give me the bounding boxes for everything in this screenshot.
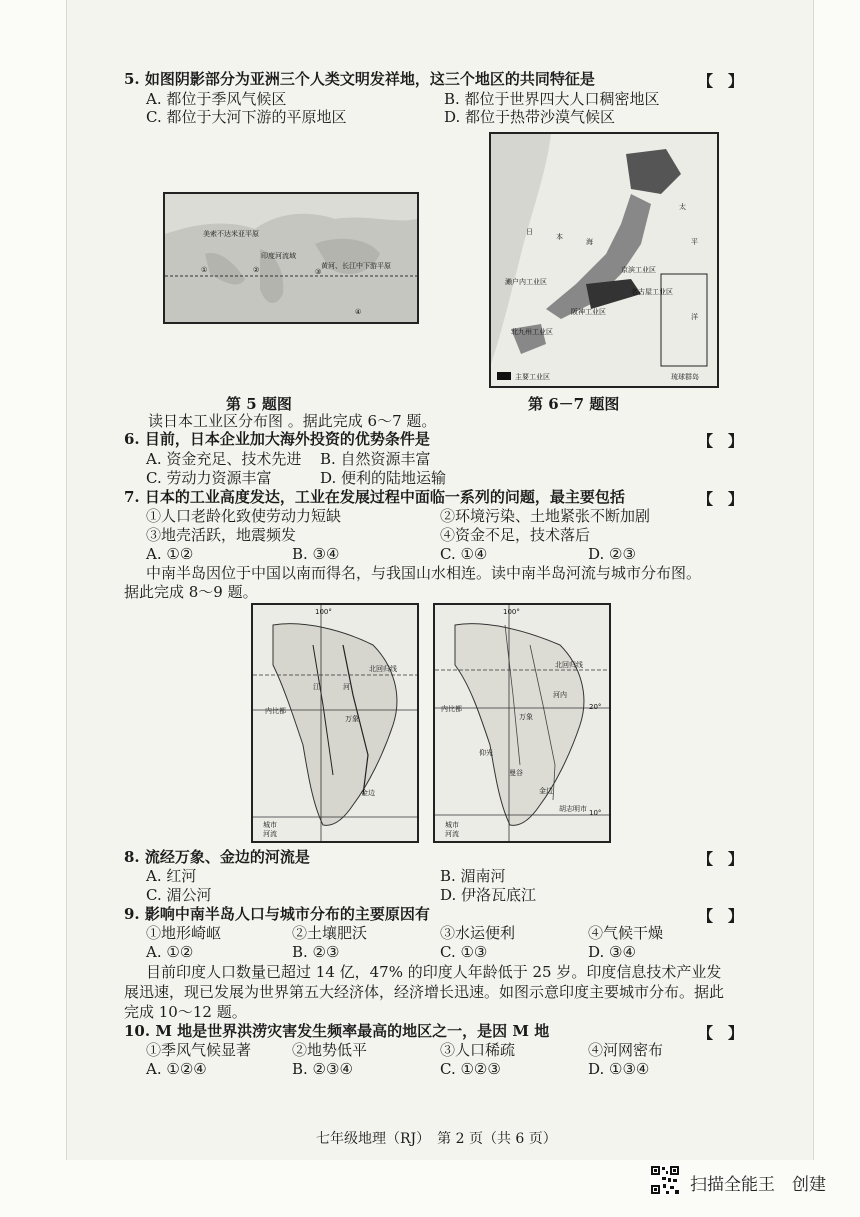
q10-option-d: D. ①③④ [588,1060,650,1078]
label-indus: 印度河流域 [261,252,296,260]
label-legend-river-l: 河流 [263,830,277,838]
label-yangon: 仰光 [479,749,493,757]
q89-map-left [251,603,419,843]
intro-8-9-line1: 中南半岛因位于中国以南而得名，与我国山水相连。读中南半岛河流与城市分布图。 [146,564,702,582]
label-bangkok: 曼谷 [509,769,523,777]
label-lat20: 20° [589,703,602,711]
scanner-watermark: 扫描全能王 创建 [690,1175,826,1195]
q10-stem: 10. M 地是世界洪涝灾害发生频率最高的地区之一，是因 M 地 [124,1022,550,1040]
q7-bracket: 【 】 [698,490,744,508]
label-sea-2: 本 [556,233,563,241]
label-ocean-1: 太 [679,203,686,211]
intro-10-12-line1: 目前印度人口数量已超过 14 亿，47% 的印度人年龄低于 25 岁。印度信息技术产业发 [146,963,722,981]
q9-statement-4: ④气候干燥 [588,924,664,942]
label-hcmc: 胡志明市 [559,805,587,813]
q8-stem: 8. 流经万象、金边的河流是 [124,848,310,866]
q6-option-c: C. 劳动力资源丰富 [146,469,272,487]
label-legend-river-r: 河流 [445,830,459,838]
q5-map-graphic [165,194,417,322]
q9-statement-2: ②土壤肥沃 [292,924,368,942]
label-naypyidaw-l: 内比都 [265,707,286,715]
q6-option-d: D. 便利的陆地运输 [320,469,447,487]
label-setouchi: 濑户内工业区 [505,278,547,286]
label-n4: ④ [355,308,362,316]
q6-bracket: 【 】 [698,432,744,450]
q9-option-d: D. ③④ [588,943,636,961]
q9-option-a: A. ①② [146,943,194,961]
intro-6-7: 读日本工业区分布图 。据此完成 6～7 题。 [148,412,437,430]
label-sea-3: 海 [586,238,593,246]
q5-option-d: D. 都位于热带沙漠气候区 [444,108,616,126]
legend-industrial-swatch [497,372,511,380]
q89-map-left-graphic [253,605,417,841]
q10-statement-2: ②地势低平 [292,1041,368,1059]
q7-option-c: C. ①④ [440,545,488,563]
label-n2: ② [253,266,260,274]
q7-statement-3: ③地壳活跃，地震频发 [146,526,297,544]
label-river-char-2: 河 [343,683,350,691]
q8-option-a: A. 红河 [146,867,197,885]
q7-option-d: D. ②③ [588,545,636,563]
label-ocean-3: 洋 [691,313,698,321]
label-keihin: 京滨工业区 [621,266,656,274]
label-mesopotamia: 美索不达米亚平原 [203,230,259,238]
label-legend: 主要工业区 [515,373,550,381]
q9-bracket: 【 】 [698,907,744,925]
q8-option-c: C. 湄公河 [146,886,212,904]
q8-option-d: D. 伊洛瓦底江 [440,886,537,904]
label-hanshin: 阪神工业区 [571,308,606,316]
q9-option-b: B. ②③ [292,943,340,961]
label-lat10: 10° [589,809,602,817]
label-lon-100-r: 100° [503,608,520,616]
label-sea-1: 日 [526,228,533,236]
label-legend-city-r: 城市 [445,821,459,829]
q5-bracket: 【 】 [698,72,744,90]
q6-option-a: A. 资金充足、技术先进 [146,450,302,468]
q9-stem: 9. 影响中南半岛人口与城市分布的主要原因有 [124,905,430,923]
qr-code-icon [650,1165,680,1195]
q9-option-c: C. ①③ [440,943,488,961]
label-phnompenh-l: 金边 [361,789,375,797]
intro-10-12-line3: 完成 10～12 题。 [124,1003,247,1021]
q5-stem: 5. 如图阴影部分为亚洲三个人类文明发祥地，这三个地区的共同特征是 [124,70,595,88]
label-tropic-r: 北回归线 [555,661,583,669]
q8-option-b: B. 湄南河 [440,867,506,885]
label-kitakyushu: 北九州工业区 [511,328,553,336]
q10-bracket: 【 】 [698,1024,744,1042]
q5-option-a: A. 都位于季风气候区 [146,90,287,108]
q10-statement-4: ④河网密布 [588,1041,664,1059]
q7-stem: 7. 日本的工业高度发达，工业在发展过程中面临一系列的问题，最主要包括 [124,488,625,506]
q7-statement-1: ①人口老龄化致使劳动力短缺 [146,507,342,525]
q6-option-b: B. 自然资源丰富 [320,450,431,468]
q10-statement-3: ③人口稀疏 [440,1041,516,1059]
label-naypyidaw-r: 内比都 [441,705,462,713]
q67-map-graphic [491,134,717,386]
label-phnompenh-r: 金边 [539,787,553,795]
label-vientiane-r: 万象 [519,713,533,721]
page-footer: 七年级地理（RJ） 第 2 页（共 6 页） [316,1131,557,1147]
q6-stem: 6. 目前，日本企业加大海外投资的优势条件是 [124,430,430,448]
label-ryukyu: 琉球群岛 [671,373,699,381]
q10-option-c: C. ①②③ [440,1060,501,1078]
q9-statement-1: ①地形崎岖 [146,924,222,942]
label-lon-100-l: 100° [315,608,332,616]
q7-statement-2: ②环境污染、土地紧张不断加剧 [440,507,651,525]
q89-map-right [433,603,611,843]
q5-option-b: B. 都位于世界四大人口稠密地区 [444,90,660,108]
q67-japan-map [489,132,719,388]
label-river-char-1: 江 [313,683,320,691]
q67-caption: 第 6－7 题图 [528,395,620,413]
label-n3: ③ [315,268,322,276]
label-tropic-l: 北回归线 [369,665,397,673]
q5-civilization-map [163,192,419,324]
label-n1: ① [201,266,208,274]
label-hanoi: 河内 [553,691,567,699]
q7-option-a: A. ①② [146,545,194,563]
intro-8-9-line2: 据此完成 8～9 题。 [124,583,258,601]
q5-caption: 第 5 题图 [226,395,292,413]
q5-option-c: C. 都位于大河下游的平原地区 [146,108,347,126]
label-ocean-2: 平 [691,238,698,246]
q7-option-b: B. ③④ [292,545,340,563]
q9-statement-3: ③水运便利 [440,924,516,942]
q7-statement-4: ④资金不足，技术落后 [440,526,591,544]
q8-bracket: 【 】 [698,850,744,868]
q10-statement-1: ①季风气候显著 [146,1041,252,1059]
q89-map-right-graphic [435,605,609,841]
label-nagoya: 名古屋工业区 [631,288,673,296]
label-legend-city-l: 城市 [263,821,277,829]
label-yangtze: 黄河、长江中下游平原 [321,262,391,270]
intro-10-12-line2: 展迅速，现已发展为世界第五大经济体，经济增长迅速。如图示意印度主要城市分布。据此 [124,983,725,1001]
label-vientiane-l: 万象 [345,715,359,723]
q10-option-a: A. ①②④ [146,1060,207,1078]
q10-option-b: B. ②③④ [292,1060,353,1078]
